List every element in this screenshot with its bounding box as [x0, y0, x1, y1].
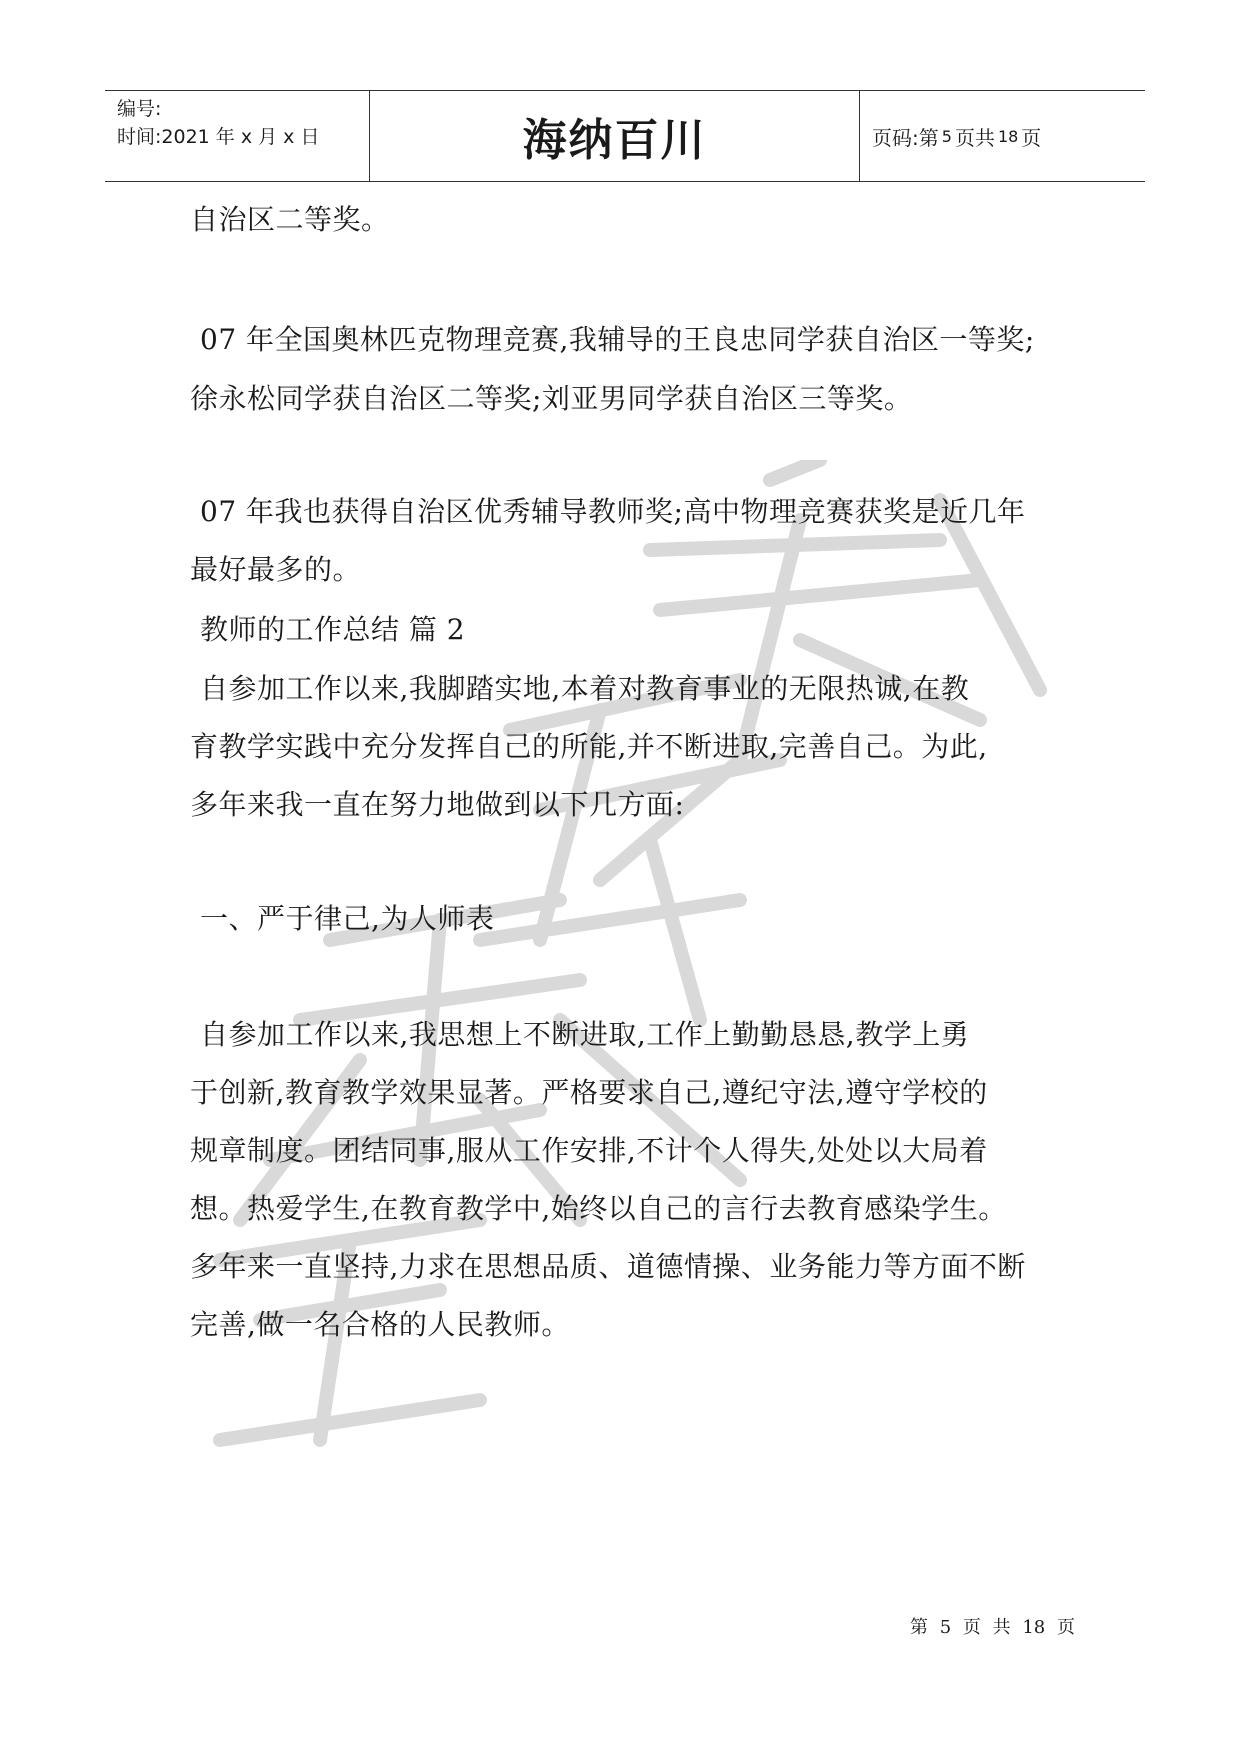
body-line: 育教学实践中充分发挥自己的所能,并不断进取,完善自己。为此, — [190, 730, 988, 763]
time-label: 时间:2021 年 x 月 x 日 — [117, 126, 320, 148]
body-line: 完善,做一名合格的人民教师。 — [190, 1308, 570, 1341]
page-suffix: 页 — [1021, 125, 1042, 150]
section-heading: 一、严于律己,为人师表 — [200, 902, 495, 935]
header-title: 海纳百川 — [370, 91, 860, 181]
page-prefix: 页码:第 — [872, 125, 939, 150]
page-total: 18 — [997, 126, 1019, 146]
document-header — [105, 90, 1145, 182]
page-mid: 页共 — [954, 125, 995, 150]
body-line: 徐永松同学获自治区二等奖;刘亚男同学获自治区三等奖。 — [190, 382, 913, 415]
page-footer: 第 5 页 共 18 页 — [910, 1617, 1075, 1638]
header-meta — [105, 91, 370, 181]
page-current: 5 — [941, 126, 952, 146]
section-heading: 教师的工作总结 篇 2 — [200, 613, 466, 646]
body-line: 07 年全国奥林匹克物理竞赛,我辅导的王良忠同学获自治区一等奖; — [200, 323, 1035, 356]
body-line: 最好最多的。 — [190, 553, 362, 586]
body-line: 规章制度。团结同事,服从工作安排,不计个人得失,处处以大局着 — [190, 1134, 988, 1167]
body-line: 自参加工作以来,我思想上不断进取,工作上勤勤恳恳,教学上勇 — [200, 1018, 970, 1051]
body-line: 自治区二等奖。 — [190, 203, 390, 236]
body-line: 想。热爱学生,在教育教学中,始终以自己的言行去教育感染学生。 — [190, 1192, 1007, 1225]
number-label: 编号: — [117, 98, 162, 120]
header-page-number — [860, 91, 1145, 181]
body-line: 于创新,教育教学效果显著。严格要求自己,遵纪守法,遵守学校的 — [190, 1076, 988, 1109]
body-line: 多年来我一直在努力地做到以下几方面: — [190, 788, 685, 821]
body-line: 多年来一直坚持,力求在思想品质、道德情操、业务能力等方面不断 — [190, 1250, 1026, 1283]
body-line: 自参加工作以来,我脚踏实地,本着对教育事业的无限热诚,在教 — [200, 672, 970, 705]
body-line: 07 年我也获得自治区优秀辅导教师奖;高中物理竞赛获奖是近几年 — [200, 495, 1026, 528]
